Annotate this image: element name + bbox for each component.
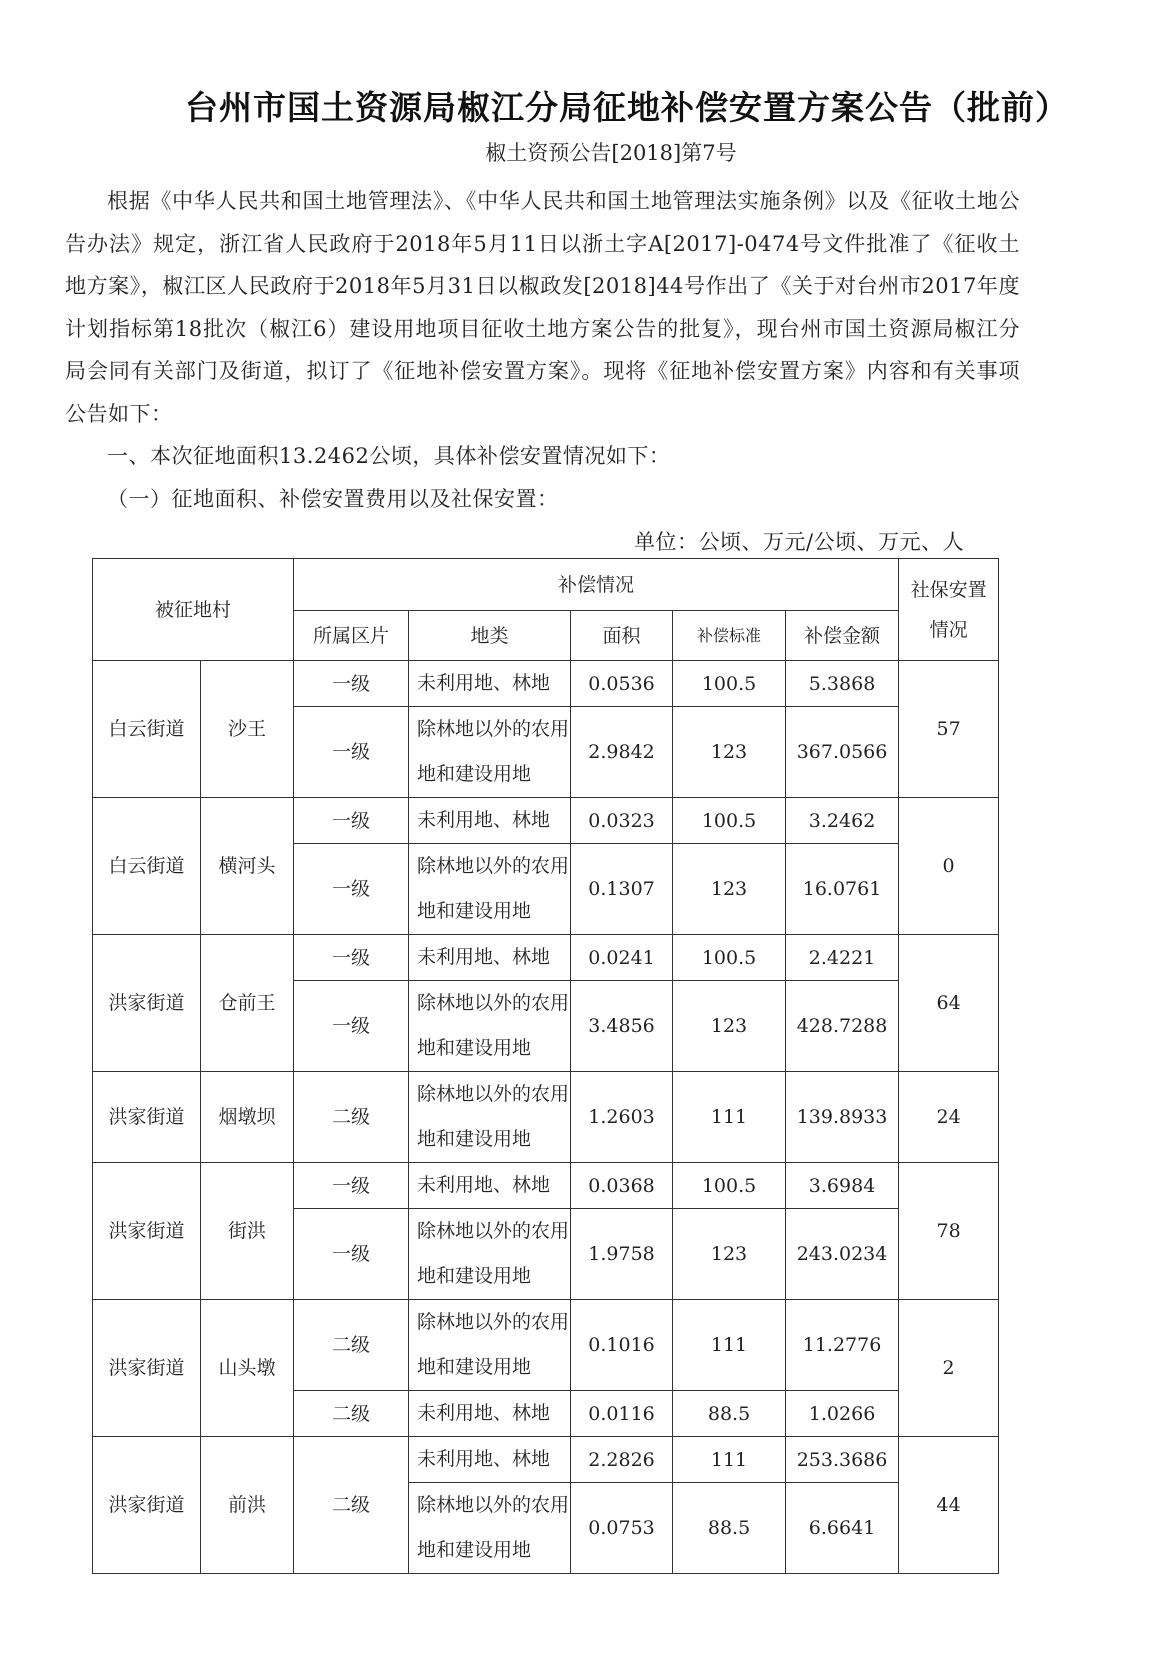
social-security-cell: 2 xyxy=(899,1300,999,1437)
amount-cell: 253.3686 xyxy=(786,1437,899,1483)
street-cell: 洪家街道 xyxy=(93,935,201,1072)
standard-cell: 100.5 xyxy=(673,935,786,981)
standard-cell: 100.5 xyxy=(673,661,786,707)
table-row xyxy=(93,1300,999,1391)
social-security-cell: 57 xyxy=(899,661,999,798)
compensation-table xyxy=(92,558,999,1574)
standard-cell: 111 xyxy=(673,1437,786,1483)
village-cell: 前洪 xyxy=(201,1437,294,1574)
standard-cell: 111 xyxy=(673,1072,786,1163)
amount-cell: 243.0234 xyxy=(786,1209,899,1300)
header-village: 被征地村 xyxy=(93,559,294,661)
land-type-cell: 除林地以外的农用地和建设用地 xyxy=(409,1209,571,1300)
street-cell: 洪家街道 xyxy=(93,1437,201,1574)
standard-cell: 111 xyxy=(673,1300,786,1391)
header-amount: 补偿金额 xyxy=(786,611,899,661)
social-security-cell: 44 xyxy=(899,1437,999,1574)
header-standard: 补偿标准 xyxy=(673,611,786,661)
land-type-cell: 未利用地、林地 xyxy=(409,1437,571,1483)
zone-cell: 一级 xyxy=(294,1209,409,1300)
area-cell: 0.0368 xyxy=(571,1163,673,1209)
unit-note: 单位：公顷、万元/公顷、万元、人 xyxy=(634,530,965,554)
social-security-cell: 24 xyxy=(899,1072,999,1163)
standard-cell: 100.5 xyxy=(673,1163,786,1209)
area-cell: 2.2826 xyxy=(571,1437,673,1483)
village-cell: 横河头 xyxy=(201,798,294,935)
standard-cell: 88.5 xyxy=(673,1483,786,1574)
land-type-cell: 未利用地、林地 xyxy=(409,1163,571,1209)
zone-cell: 二级 xyxy=(294,1300,409,1391)
land-type-cell: 未利用地、林地 xyxy=(409,661,571,707)
social-security-cell: 64 xyxy=(899,935,999,1072)
amount-cell: 11.2776 xyxy=(786,1300,899,1391)
village-cell: 街洪 xyxy=(201,1163,294,1300)
header-area: 面积 xyxy=(571,611,673,661)
header-compensation: 补偿情况 xyxy=(294,559,899,611)
table-row xyxy=(93,798,999,844)
village-cell: 仓前王 xyxy=(201,935,294,1072)
land-type-cell: 未利用地、林地 xyxy=(409,1391,571,1437)
header-social-security: 社保安置情况 xyxy=(899,559,999,661)
zone-cell: 一级 xyxy=(294,1163,409,1209)
amount-cell: 3.2462 xyxy=(786,798,899,844)
street-cell: 洪家街道 xyxy=(93,1072,201,1163)
land-type-cell: 未利用地、林地 xyxy=(409,935,571,981)
zone-cell: 一级 xyxy=(294,935,409,981)
amount-cell: 5.3868 xyxy=(786,661,899,707)
amount-cell: 2.4221 xyxy=(786,935,899,981)
amount-cell: 139.8933 xyxy=(786,1072,899,1163)
area-cell: 0.1016 xyxy=(571,1300,673,1391)
land-type-cell: 未利用地、林地 xyxy=(409,798,571,844)
table-row xyxy=(93,1072,999,1163)
amount-cell: 367.0566 xyxy=(786,707,899,798)
zone-cell: 一级 xyxy=(294,844,409,935)
zone-cell: 一级 xyxy=(294,661,409,707)
amount-cell: 3.6984 xyxy=(786,1163,899,1209)
area-cell: 3.4856 xyxy=(571,981,673,1072)
area-cell: 0.0323 xyxy=(571,798,673,844)
area-cell: 1.2603 xyxy=(571,1072,673,1163)
area-cell: 0.1307 xyxy=(571,844,673,935)
amount-cell: 6.6641 xyxy=(786,1483,899,1574)
area-cell: 0.0116 xyxy=(571,1391,673,1437)
land-type-cell: 除林地以外的农用地和建设用地 xyxy=(409,707,571,798)
standard-cell: 123 xyxy=(673,1209,786,1300)
amount-cell: 16.0761 xyxy=(786,844,899,935)
area-cell: 0.0536 xyxy=(571,661,673,707)
street-cell: 白云街道 xyxy=(93,798,201,935)
standard-cell: 100.5 xyxy=(673,798,786,844)
document-title: 台州市国土资源局椒江分局征地补偿安置方案公告（批前） xyxy=(185,88,1069,127)
land-type-cell: 除林地以外的农用地和建设用地 xyxy=(409,1483,571,1574)
table-row xyxy=(93,935,999,981)
section-heading-1-1: （一）征地面积、补偿安置费用以及社保安置： xyxy=(107,487,559,511)
zone-cell: 二级 xyxy=(294,1437,409,1574)
village-cell: 沙王 xyxy=(201,661,294,798)
zone-cell: 一级 xyxy=(294,707,409,798)
land-type-cell: 除林地以外的农用地和建设用地 xyxy=(409,981,571,1072)
area-cell: 2.9842 xyxy=(571,707,673,798)
standard-cell: 123 xyxy=(673,844,786,935)
village-cell: 山头墩 xyxy=(201,1300,294,1437)
standard-cell: 123 xyxy=(673,707,786,798)
zone-cell: 二级 xyxy=(294,1391,409,1437)
social-security-cell: 78 xyxy=(899,1163,999,1300)
zone-cell: 一级 xyxy=(294,981,409,1072)
zone-cell: 二级 xyxy=(294,1072,409,1163)
area-cell: 0.0753 xyxy=(571,1483,673,1574)
header-land-type: 地类 xyxy=(409,611,571,661)
intro-paragraph: 根据《中华人民共和国土地管理法》、《中华人民共和国土地管理法实施条例》以及《征收土地公告办法》规定，浙江省人民政府于2018年5月11日以浙土字A[2017]-0474号文件批准了《征收土地方案》，椒江区人民政府于2018年5月31日以椒政发[2018]44号作出了《关于对台州市2017年度计划指标第18批次（椒江6）建设用地项目征收土地方案公告的批复》，现台州市国土资源局椒江分局会同有关部门及街道，拟订了《征地补偿安置方案》。现将《征地补偿安置方案》内容和有关事项公告如下： xyxy=(65,189,1020,426)
section-heading-1: 一、本次征地面积13.2462公顷，具体补偿安置情况如下： xyxy=(107,444,671,468)
document-number: 椒土资预公告[2018]第7号 xyxy=(485,141,737,165)
amount-cell: 428.7288 xyxy=(786,981,899,1072)
land-type-cell: 除林地以外的农用地和建设用地 xyxy=(409,844,571,935)
land-type-cell: 除林地以外的农用地和建设用地 xyxy=(409,1072,571,1163)
land-type-cell: 除林地以外的农用地和建设用地 xyxy=(409,1300,571,1391)
table-row xyxy=(93,1437,999,1483)
header-zone: 所属区片 xyxy=(294,611,409,661)
zone-cell: 一级 xyxy=(294,798,409,844)
village-cell: 烟墩坝 xyxy=(201,1072,294,1163)
street-cell: 洪家街道 xyxy=(93,1300,201,1437)
street-cell: 白云街道 xyxy=(93,661,201,798)
standard-cell: 88.5 xyxy=(673,1391,786,1437)
amount-cell: 1.0266 xyxy=(786,1391,899,1437)
social-security-cell: 0 xyxy=(899,798,999,935)
area-cell: 0.0241 xyxy=(571,935,673,981)
standard-cell: 123 xyxy=(673,981,786,1072)
street-cell: 洪家街道 xyxy=(93,1163,201,1300)
table-row xyxy=(93,1163,999,1209)
table-row xyxy=(93,661,999,707)
area-cell: 1.9758 xyxy=(571,1209,673,1300)
